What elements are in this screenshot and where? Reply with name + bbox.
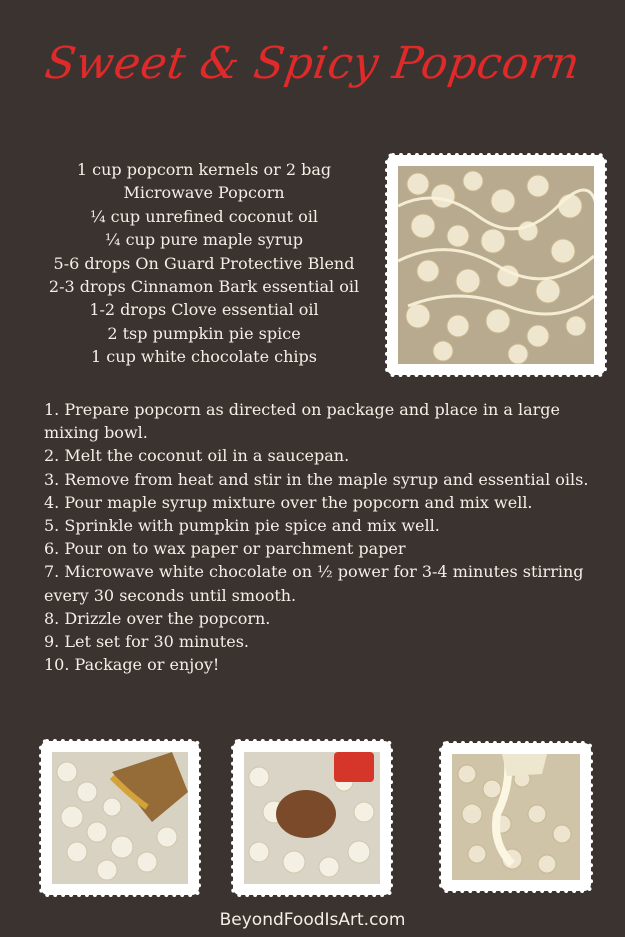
footer-website: BeyondFoodIsArt.com [219,910,406,930]
ingredient-item: Microwave Popcorn [123,183,285,203]
ingredient-item: 2-3 drops Cinnamon Bark essential oil [48,277,360,297]
instruction-step: 7. Microwave white chocolate on ½ power for 3-4 minutes stirring every 30 seconds until smooth. [44,562,584,605]
oil-pour-photo [44,744,196,892]
instruction-step: 8. Drizzle over the popcorn. [44,608,271,628]
instruction-step: 5. Sprinkle with pumpkin pie spice and mix well. [44,516,440,536]
page-title: Sweet & Spicy Popcorn [41,38,584,89]
ingredient-item: 2 tsp pumpkin pie spice [107,323,301,343]
drizzled-popcorn-photo [390,158,602,372]
ingredient-item: 1 cup white chocolate chips [91,347,317,367]
ingredient-item: ¼ cup pure maple syrup [104,230,303,250]
instruction-step: 4. Pour maple syrup mixture over the popcorn and mix well. [44,492,533,512]
ingredient-item: 1 cup popcorn kernels or 2 bag [76,160,332,179]
spice-sprinkle-photo [236,744,388,892]
instructions-list [44,398,589,676]
instruction-step: 9. Let set for 30 minutes. [44,632,249,652]
ingredient-item: ¼ cup unrefined coconut oil [90,206,318,226]
instruction-step: 1. Prepare popcorn as directed on package and place in a large mixing bowl. [44,400,560,443]
instruction-step: 10. Package or enjoy! [44,655,220,675]
instruction-step: 2. Melt the coconut oil in a saucepan. [44,446,350,466]
instruction-step: 6. Pour on to wax paper or parchment paper [44,539,406,559]
ingredient-item: 1-2 drops Clove essential oil [89,300,319,320]
ingredients-list [34,158,374,369]
white-chocolate-drizzle-photo [444,746,588,888]
instruction-step: 3. Remove from heat and stir in the maple syrup and essential oils. [44,469,589,489]
ingredient-item: 5-6 drops On Guard Protective Blend [53,253,355,273]
